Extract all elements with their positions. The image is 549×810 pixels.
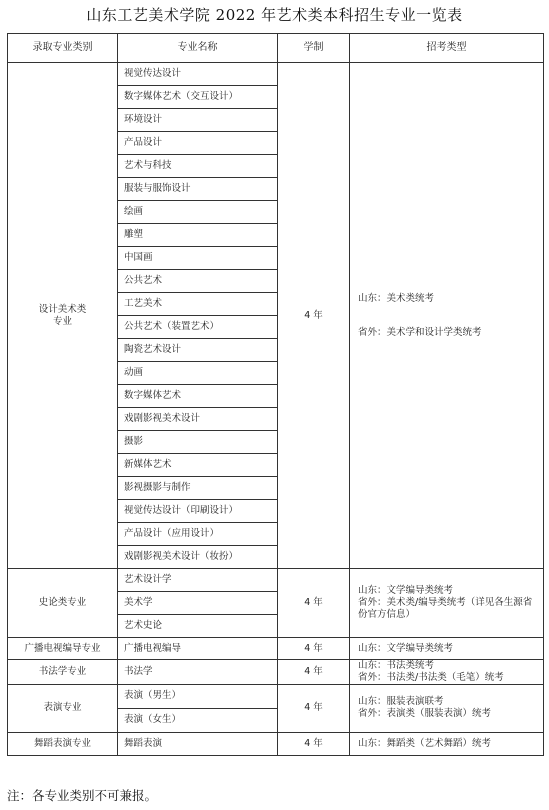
category-cell — [8, 63, 118, 569]
table-row — [8, 569, 544, 592]
admissions-table — [7, 33, 544, 756]
exam-type-line: 山东：书法类统考 — [358, 660, 435, 671]
exam-type-cell — [350, 684, 544, 732]
duration-cell: 4 年 — [278, 684, 350, 732]
duration-cell: 4 年 — [278, 638, 350, 660]
major-cell: 艺术设计学 — [118, 569, 278, 592]
major-cell: 服装与服饰设计 — [118, 178, 278, 201]
major-cell: 广播电视编导 — [118, 638, 278, 660]
category-cell — [8, 660, 118, 685]
major-cell: 表演（男生） — [118, 684, 278, 708]
exam-type-cell — [350, 638, 544, 660]
category-label: 史论类专业 — [38, 597, 87, 609]
category-cell — [8, 569, 118, 638]
major-cell: 陶瓷艺术设计 — [118, 339, 278, 362]
category-cell — [8, 732, 118, 755]
table-row — [8, 660, 544, 685]
exam-type-line: 省外：书法类/书法类（毛笔）统考 — [358, 671, 504, 683]
category-label: 书法学专业 — [38, 665, 87, 677]
category-cell — [8, 684, 118, 732]
table-body — [8, 63, 544, 756]
major-cell: 环境设计 — [118, 109, 278, 132]
exam-type-line: 省外：美术类/编导类统考（详见各生源省份官方信息） — [358, 597, 533, 620]
exam-type-line: 山东：服装表演联考 — [358, 696, 444, 708]
major-cell: 产品设计 — [118, 132, 278, 155]
table-row — [8, 63, 544, 86]
major-cell: 雕塑 — [118, 224, 278, 247]
header-major: 专业名称 — [118, 34, 278, 63]
major-cell: 公共艺术 — [118, 270, 278, 293]
major-cell: 戏剧影视美术设计（妆扮） — [118, 546, 278, 569]
major-cell: 视觉传达设计 — [118, 63, 278, 86]
major-cell: 舞蹈表演 — [118, 732, 278, 755]
footnote: 注：各专业类别不可兼报。 — [7, 788, 158, 803]
major-cell: 书法学 — [118, 660, 278, 685]
exam-type-line: 山东：文学编导类统考 — [358, 642, 454, 654]
category-cell — [8, 638, 118, 660]
category-label: 专业 — [52, 315, 72, 327]
major-cell: 产品设计（应用设计） — [118, 523, 278, 546]
exam-type-cell — [350, 63, 544, 569]
category-label: 舞蹈表演专业 — [33, 737, 91, 749]
category-label: 表演专业 — [43, 702, 82, 714]
major-cell: 中国画 — [118, 247, 278, 270]
exam-type-cell — [350, 569, 544, 638]
header-category: 录取专业类别 — [8, 34, 118, 63]
major-cell: 美术学 — [118, 592, 278, 615]
major-cell: 艺术史论 — [118, 615, 278, 638]
table-header-row — [8, 34, 544, 63]
major-cell: 戏剧影视美术设计 — [118, 408, 278, 431]
category-label: 广播电视编导专业 — [24, 642, 101, 654]
header-duration: 学制 — [278, 34, 350, 63]
duration-cell: 4 年 — [278, 63, 350, 569]
major-cell: 新媒体艺术 — [118, 454, 278, 477]
major-cell: 绘画 — [118, 201, 278, 224]
major-cell: 表演（女生） — [118, 708, 278, 732]
major-cell: 摄影 — [118, 431, 278, 454]
duration-cell: 4 年 — [278, 660, 350, 685]
major-cell: 数字媒体艺术（交互设计） — [118, 86, 278, 109]
exam-type-line: 山东：文学编导类统考 — [358, 585, 454, 597]
duration-cell: 4 年 — [278, 732, 350, 755]
exam-type-line: 省外：表演类（服装表演）统考 — [358, 708, 492, 720]
exam-type-line: 山东：美术类统考 — [358, 292, 435, 304]
major-cell: 工艺美术 — [118, 293, 278, 316]
duration-cell: 4 年 — [278, 569, 350, 638]
major-cell: 艺术与科技 — [118, 155, 278, 178]
major-cell: 动画 — [118, 362, 278, 385]
major-cell: 数字媒体艺术 — [118, 385, 278, 408]
exam-type-line: 山东：舞蹈类（艺术舞蹈）统考 — [358, 737, 492, 749]
exam-type-line: 省外：美术学和设计学类统考 — [358, 326, 482, 338]
page-title: 山东工艺美术学院 2022 年艺术类本科招生专业一览表 — [86, 6, 463, 24]
table-row — [8, 684, 544, 708]
category-label: 设计美术类 — [38, 303, 87, 315]
table-row — [8, 638, 544, 660]
table-row — [8, 732, 544, 755]
exam-type-cell — [350, 660, 544, 685]
major-cell: 影视摄影与制作 — [118, 477, 278, 500]
header-exam-type: 招考类型 — [350, 34, 544, 63]
major-cell: 公共艺术（装置艺术） — [118, 316, 278, 339]
major-cell: 视觉传达设计（印刷设计） — [118, 500, 278, 523]
exam-type-cell — [350, 732, 544, 755]
